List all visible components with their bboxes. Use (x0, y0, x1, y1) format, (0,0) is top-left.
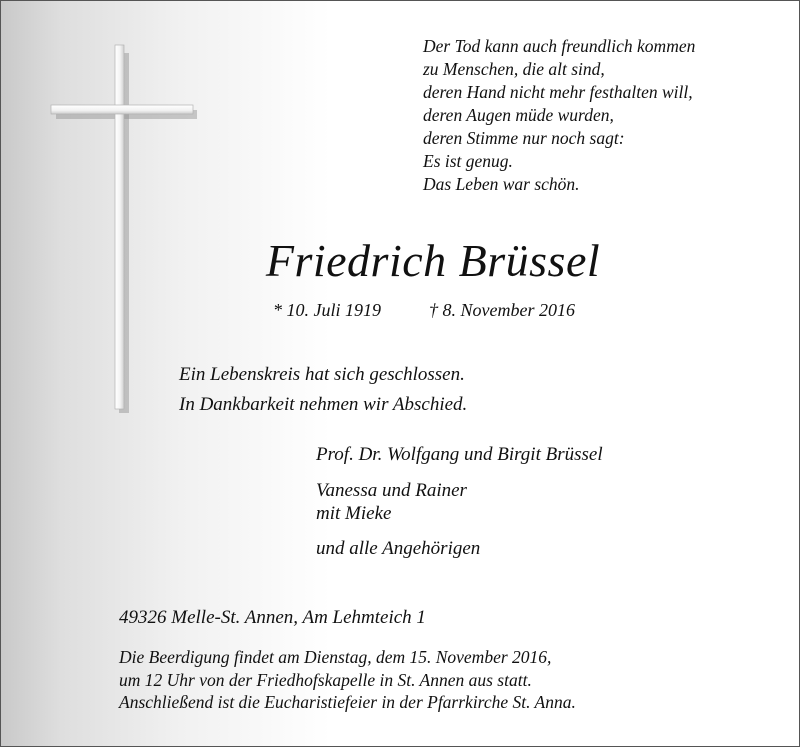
family-line: Prof. Dr. Wolfgang und Birgit Brüssel (316, 444, 603, 465)
family-line: mit Mieke (316, 503, 392, 524)
closing-text (179, 360, 467, 420)
family-line: Vanessa und Rainer (316, 480, 467, 501)
closing-line: Ein Lebenskreis hat sich geschlossen. (179, 364, 465, 385)
poem-line: deren Hand nicht mehr festhalten will, (423, 82, 693, 102)
poem-line: Es ist genug. (423, 151, 513, 171)
poem-line: deren Augen müde wurden, (423, 105, 614, 125)
birth-date: * 10. Juli 1919 (273, 300, 381, 320)
poem-line: zu Menschen, die alt sind, (423, 59, 605, 79)
death-date: † 8. November 2016 (429, 300, 575, 320)
funeral-line: Anschließend ist die Eucharistiefeier in der Pfarrkirche St. Anna. (119, 692, 576, 712)
poem-line: Das Leben war schön. (423, 174, 580, 194)
family-line: und alle Angehörigen (316, 538, 481, 559)
funeral-line: Die Beerdigung findet am Dienstag, dem 15. November 2016, (119, 647, 552, 667)
poem (423, 35, 695, 196)
cross-icon (47, 43, 197, 415)
address: 49326 Melle-St. Annen, Am Lehmteich 1 (119, 607, 426, 628)
poem-line: Der Tod kann auch freundlich kommen (423, 36, 696, 56)
funeral-line: um 12 Uhr von der Friedhofskapelle in St. Annen aus statt. (119, 669, 532, 690)
closing-line: In Dankbarkeit nehmen wir Abschied. (179, 394, 468, 415)
funeral-notice (119, 646, 576, 714)
deceased-name: Friedrich Brüssel (265, 235, 601, 286)
poem-line: deren Stimme nur noch sagt: (423, 128, 625, 148)
